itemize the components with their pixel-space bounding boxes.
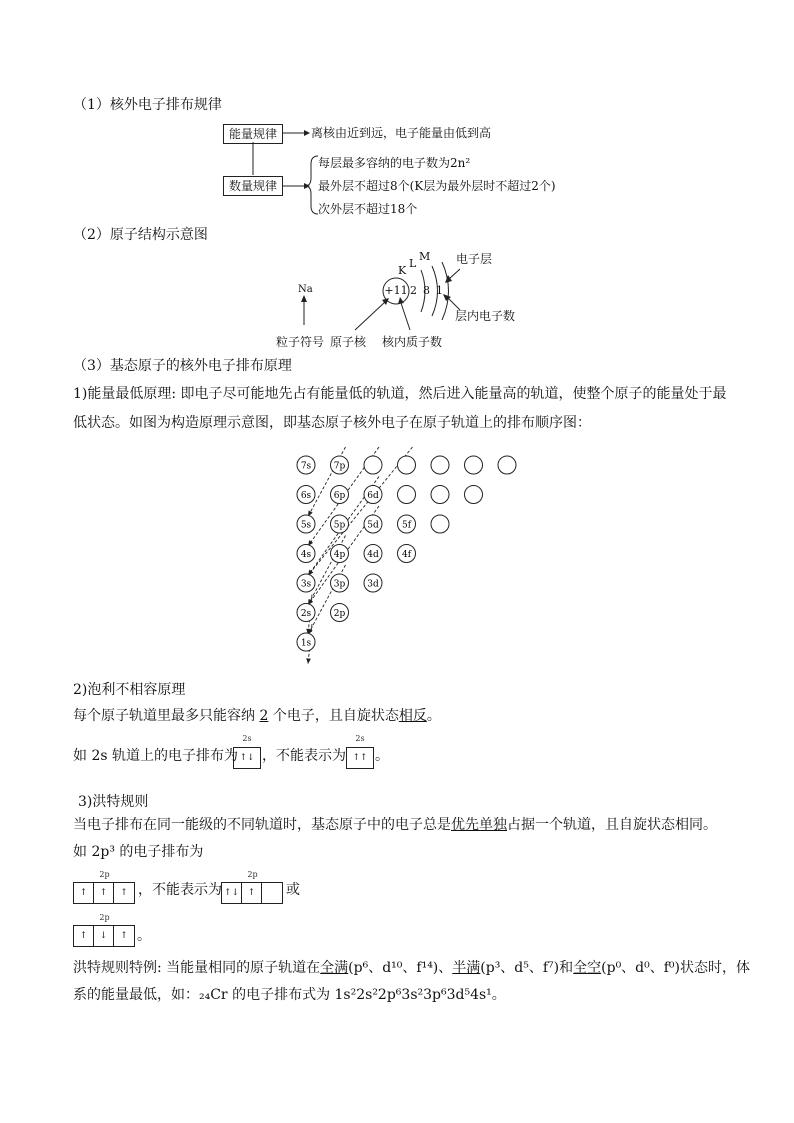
special-full: 全满 xyxy=(320,960,349,976)
orbital-circle xyxy=(465,486,483,504)
orbital-label: 2s xyxy=(300,609,312,619)
shell-count-k: 2 xyxy=(410,284,417,297)
pauli-number: 2 xyxy=(259,708,269,724)
orbital-label: 1s xyxy=(300,638,312,649)
orbital-cell: ↑ xyxy=(120,888,128,898)
box-label-2s: 2s xyxy=(242,734,252,743)
orbital-cell: ↑↑ xyxy=(352,753,368,763)
orbital-cell: ↑ xyxy=(94,883,114,903)
shell-count-m: 1 xyxy=(436,284,443,297)
hund-special-line-1: 洪特规则特例: 当能量相同的原子轨道在全满(p⁶、d¹⁰、f¹⁴)、半满(p³、d⁵、f⁷)和全空(p⁰、d⁰、f⁰)状态时，体 xyxy=(73,960,751,976)
orbital-cell: ↑↓ xyxy=(239,753,255,763)
hund-or: 或 xyxy=(286,882,300,898)
orbital-label: 4d xyxy=(367,550,379,560)
energy-rule-box: 能量规律 xyxy=(223,124,283,144)
nucleus-charge: +11 xyxy=(384,284,408,297)
pauli-correct-box xyxy=(233,747,261,769)
aufbau-line-1: 1)能量最低原理: 即电子尽可能地先占有能量低的轨道，然后进入能量高的轨道，使整个原子的能量处于最 xyxy=(73,386,727,402)
element-symbol: Na xyxy=(298,284,313,295)
special-empty: 全空 xyxy=(573,960,602,976)
orbital-label: 3s xyxy=(300,579,312,590)
orbital-circle xyxy=(465,456,483,474)
quantity-rule-3: 次外层不超过18个 xyxy=(318,202,418,216)
orbital-circle xyxy=(431,515,449,533)
energy-rule-text: 离核由近到远，电子能量由低到高 xyxy=(311,126,492,140)
hund-special-line-2: 系的能量最低，如：₂₄Cr 的电子排布式为 1s²2s²2p⁶3s²3p⁶3d⁵4s¹。 xyxy=(73,987,506,1003)
orbital-cell: ↓ xyxy=(94,926,114,946)
hund-text: 当电子排布在同一能级的不同轨道时，基态原子中的电子总是优先单独占据一个轨道，且自旋状态相同。 xyxy=(73,817,717,833)
orbital-label: 2p xyxy=(333,609,346,619)
atom-structure-diagram xyxy=(0,0,794,360)
quantity-rule-2: 最外层不超过8个(K层为最外层时不超过2个) xyxy=(318,179,556,193)
shell-count-l: 8 xyxy=(423,284,430,297)
box-label-2p-wrong2: 2p xyxy=(99,913,110,922)
hund-heading: 3)洪特规则 xyxy=(78,794,149,810)
label-nucleus: 原子核 xyxy=(330,335,367,349)
pauli-opposite: 相反 xyxy=(398,708,427,724)
orbital-label: 4s xyxy=(300,550,312,560)
box-label-2p-wrong1: 2p xyxy=(247,870,258,879)
orbital-label: 3d xyxy=(367,579,379,590)
pauli-example-c: 。 xyxy=(375,748,389,764)
section3-heading: （3）基态原子的核外电子排布原理 xyxy=(73,358,292,374)
pauli-example-b: ，不能表示为 xyxy=(262,748,346,764)
shell-name-m: M xyxy=(419,250,431,263)
label-particle-symbol: 粒子符号 xyxy=(276,335,325,349)
orbital-label: 5s xyxy=(300,520,312,531)
shell-name-k: K xyxy=(398,264,407,277)
orbital-cell: ↑ xyxy=(74,883,94,903)
orbital-label: 3p xyxy=(333,579,346,590)
special-half: 半满 xyxy=(452,960,481,976)
orbital-label: 6p xyxy=(333,491,346,501)
aufbau-line-2: 低状态。如图为构造原理示意图，即基态原子核外电子在原子轨道上的排布顺序图： xyxy=(73,415,591,431)
filling-order-arrow xyxy=(308,447,413,576)
label-protons: 核内质子数 xyxy=(382,335,443,349)
orbital-cell xyxy=(262,883,282,903)
pauli-heading: 2)泡利不相容原理 xyxy=(73,682,186,698)
hund-end: 。 xyxy=(137,928,151,944)
orbital-circle xyxy=(398,456,416,474)
orbital-circle xyxy=(431,486,449,504)
orbital-cell: ↑ xyxy=(242,883,262,903)
box-label-2s-wrong: 2s xyxy=(355,734,365,743)
pauli-example-a: 如 2s 轨道上的电子排布为 xyxy=(73,748,238,764)
orbital-cell: ↑↓ xyxy=(222,883,242,903)
label-layer-electrons: 层内电子数 xyxy=(455,309,516,323)
hund-example: 如 2p³ 的电子排布为 xyxy=(73,844,204,860)
hund-correct-box xyxy=(73,882,135,904)
orbital-label: 4p xyxy=(333,550,346,560)
shell-name-l: L xyxy=(409,257,417,270)
hund-priority: 优先单独 xyxy=(451,817,507,833)
orbital-circle xyxy=(398,486,416,504)
orbital-label: 7p xyxy=(333,461,346,472)
orbital-cell: ↑ xyxy=(120,931,128,941)
orbital-circle xyxy=(431,456,449,474)
pauli-text: 每个原子轨道里最多只能容纳 2 个电子，且自旋状态相反。 xyxy=(73,708,441,724)
box-label-2p: 2p xyxy=(99,870,110,879)
orbital-cell: ↑ xyxy=(74,926,94,946)
section2-heading: （2）原子结构示意图 xyxy=(73,227,208,243)
hund-wrong-box-1 xyxy=(221,882,283,904)
orbital-label: 5p xyxy=(333,520,346,531)
orbital-label: 4f xyxy=(401,550,412,560)
orbital-label: 6s xyxy=(300,491,312,501)
orbital-label: 5d xyxy=(367,520,379,531)
orbital-circle xyxy=(364,456,382,474)
orbital-label: 7s xyxy=(300,461,312,472)
orbital-circle xyxy=(498,456,516,474)
section1-heading: （1）核外电子排布规律 xyxy=(73,97,222,113)
aufbau-diagram xyxy=(270,440,530,670)
orbital-label: 6d xyxy=(367,491,379,501)
hund-wrong-box-2 xyxy=(73,925,135,947)
orbital-label: 5f xyxy=(401,520,412,531)
pauli-wrong-box xyxy=(346,747,374,769)
quantity-rule-1: 每层最多容纳的电子数为2n² xyxy=(318,156,471,170)
label-electron-shell: 电子层 xyxy=(456,252,493,266)
quantity-rule-box: 数量规律 xyxy=(223,176,283,196)
hund-cannot: ，不能表示为 xyxy=(138,882,222,898)
arrow-head xyxy=(306,658,311,664)
